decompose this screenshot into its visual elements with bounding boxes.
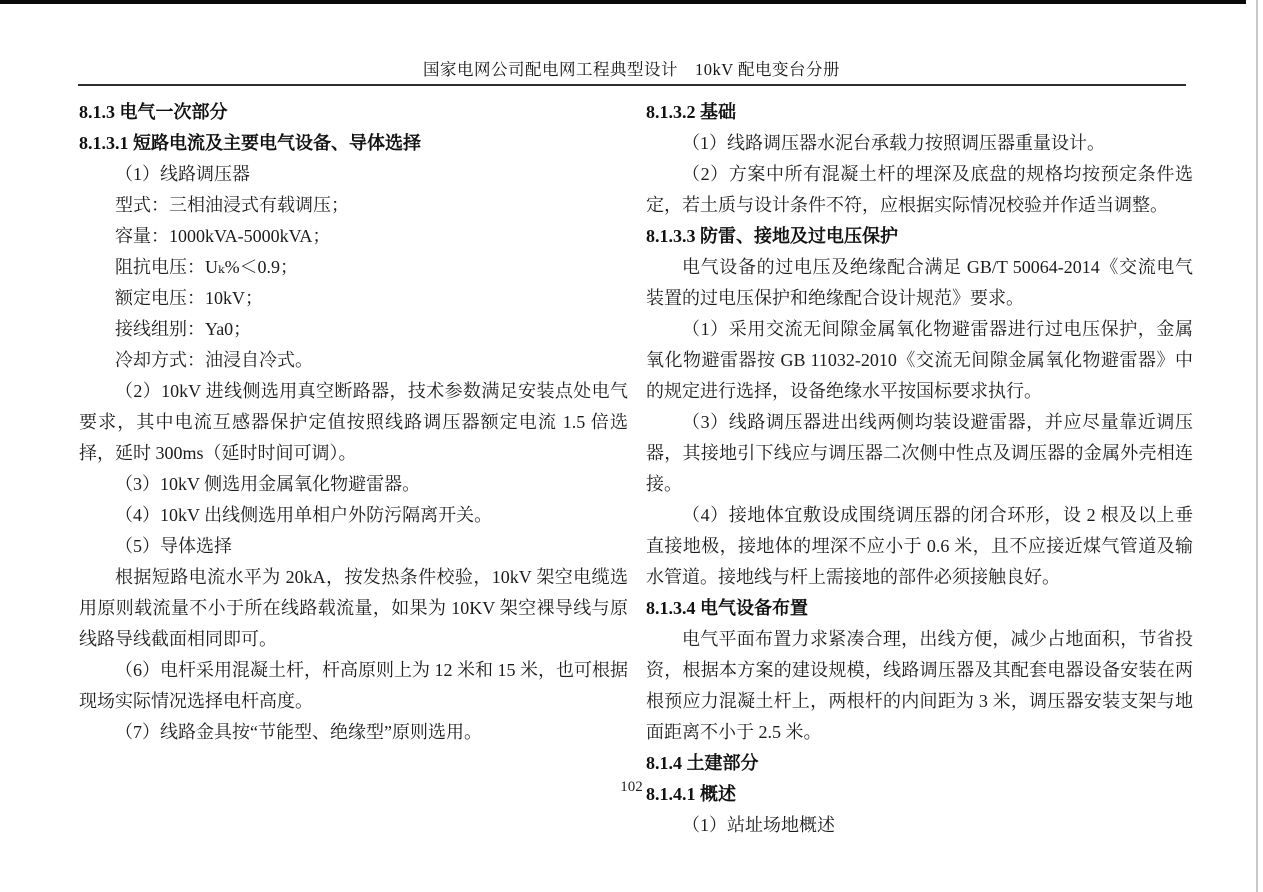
paragraph: 电气平面布置力求紧凑合理，出线方便，减少占地面积，节省投资，根据本方案的建设规模，线路调压器及其配套电器设备安装在两根预应力混凝土杆上，两根杆的内间距为 3 米，调压器安装支架与地面距离不小于 2.5 米。 — [646, 629, 1193, 742]
paragraph: 电气设备的过电压及绝缘配合满足 GB/T 50064-2014《交流电气装置的过电压保护和绝缘配合设计规范》要求。 — [646, 257, 1193, 308]
paragraph: （1）线路调压器 — [115, 164, 250, 184]
paragraph: 冷却方式：油浸自冷式。 — [115, 350, 313, 370]
paragraph: （1）采用交流无间隙金属氧化物避雷器进行过电压保护，金属氧化物避雷器按 GB 11032-2010《交流无间隙金属氧化物避雷器》中的规定进行选择，设备绝缘水平按国标要求执行。 — [646, 319, 1193, 401]
section-heading: 8.1.3.1 短路电流及主要电气设备、导体选择 — [79, 133, 421, 153]
paragraph: （4）接地体宜敷设成围绕调压器的闭合环形，设 2 根及以上垂直接地极，接地体的埋深不应小于 0.6 米，且不应接近煤气管道及输水管道。接地线与杆上需接地的部件必须接触良好。 — [646, 505, 1193, 587]
paragraph: 型式：三相油浸式有载调压； — [115, 195, 349, 215]
paragraph: （5）导体选择 — [115, 536, 232, 556]
section-heading: 8.1.3.3 防雷、接地及过电压保护 — [646, 226, 898, 246]
paragraph: （7）线路金具按“节能型、绝缘型”原则选用。 — [115, 722, 482, 742]
paragraph: （3）线路调压器进出线两侧均装设避雷器，并应尽量靠近调压器，其接地引下线应与调压器二次侧中性点及调压器的金属外壳相连接。 — [646, 412, 1193, 494]
page-number: 102 — [620, 779, 643, 795]
header-divider — [78, 84, 1186, 86]
paragraph: （6）电杆采用混凝土杆，杆高原则上为 12 米和 15 米，也可根据现场实际情况选择电杆高度。 — [79, 660, 628, 711]
paragraph: （2）方案中所有混凝土杆的埋深及底盘的规格均按预定条件选定，若土质与设计条件不符，应根据实际情况校验并作适当调整。 — [646, 164, 1193, 215]
paragraph: 接线组别：Ya0； — [115, 319, 252, 339]
section-heading: 8.1.3.4 电气设备布置 — [646, 598, 808, 618]
right-column — [646, 97, 1193, 841]
scan-edge-top-bar — [0, 0, 1246, 4]
paragraph: （3）10kV 侧选用金属氧化物避雷器。 — [115, 474, 421, 494]
paragraph: 根据短路电流水平为 20kA，按发热条件校验，10kV 架空电缆选用原则载流量不小于所在线路载流量，如果为 10KV 架空裸导线与原线路导线截面相同即可。 — [79, 567, 628, 649]
paragraph: （1）站址场地概述 — [682, 815, 835, 835]
paragraph: （2）10kV 进线侧选用真空断路器，技术参数满足安装点处电气要求，其中电流互感器保护定值按照线路调压器额定电流 1.5 倍选择，延时 300ms（延时时间可调）。 — [79, 381, 628, 463]
paragraph: 容量：1000kVA-5000kVA； — [115, 226, 331, 246]
section-heading: 8.1.4 土建部分 — [646, 753, 759, 773]
paragraph: （1）线路调压器水泥台承载力按照调压器重量设计。 — [682, 133, 1105, 153]
section-heading: 8.1.4.1 概述 — [646, 784, 736, 804]
section-heading: 8.1.3.2 基础 — [646, 102, 736, 122]
section-heading: 8.1.3 电气一次部分 — [79, 102, 228, 122]
left-column — [79, 97, 628, 748]
page-header-title: 国家电网公司配电网工程典型设计 10kV 配电变台分册 — [423, 60, 840, 79]
paragraph: 阻抗电压：Uₖ%＜0.9； — [115, 257, 299, 277]
scan-edge-right-line — [1256, 0, 1258, 892]
paragraph: 额定电压：10kV； — [115, 288, 263, 308]
paragraph: （4）10kV 出线侧选用单相户外防污隔离开关。 — [115, 505, 493, 525]
